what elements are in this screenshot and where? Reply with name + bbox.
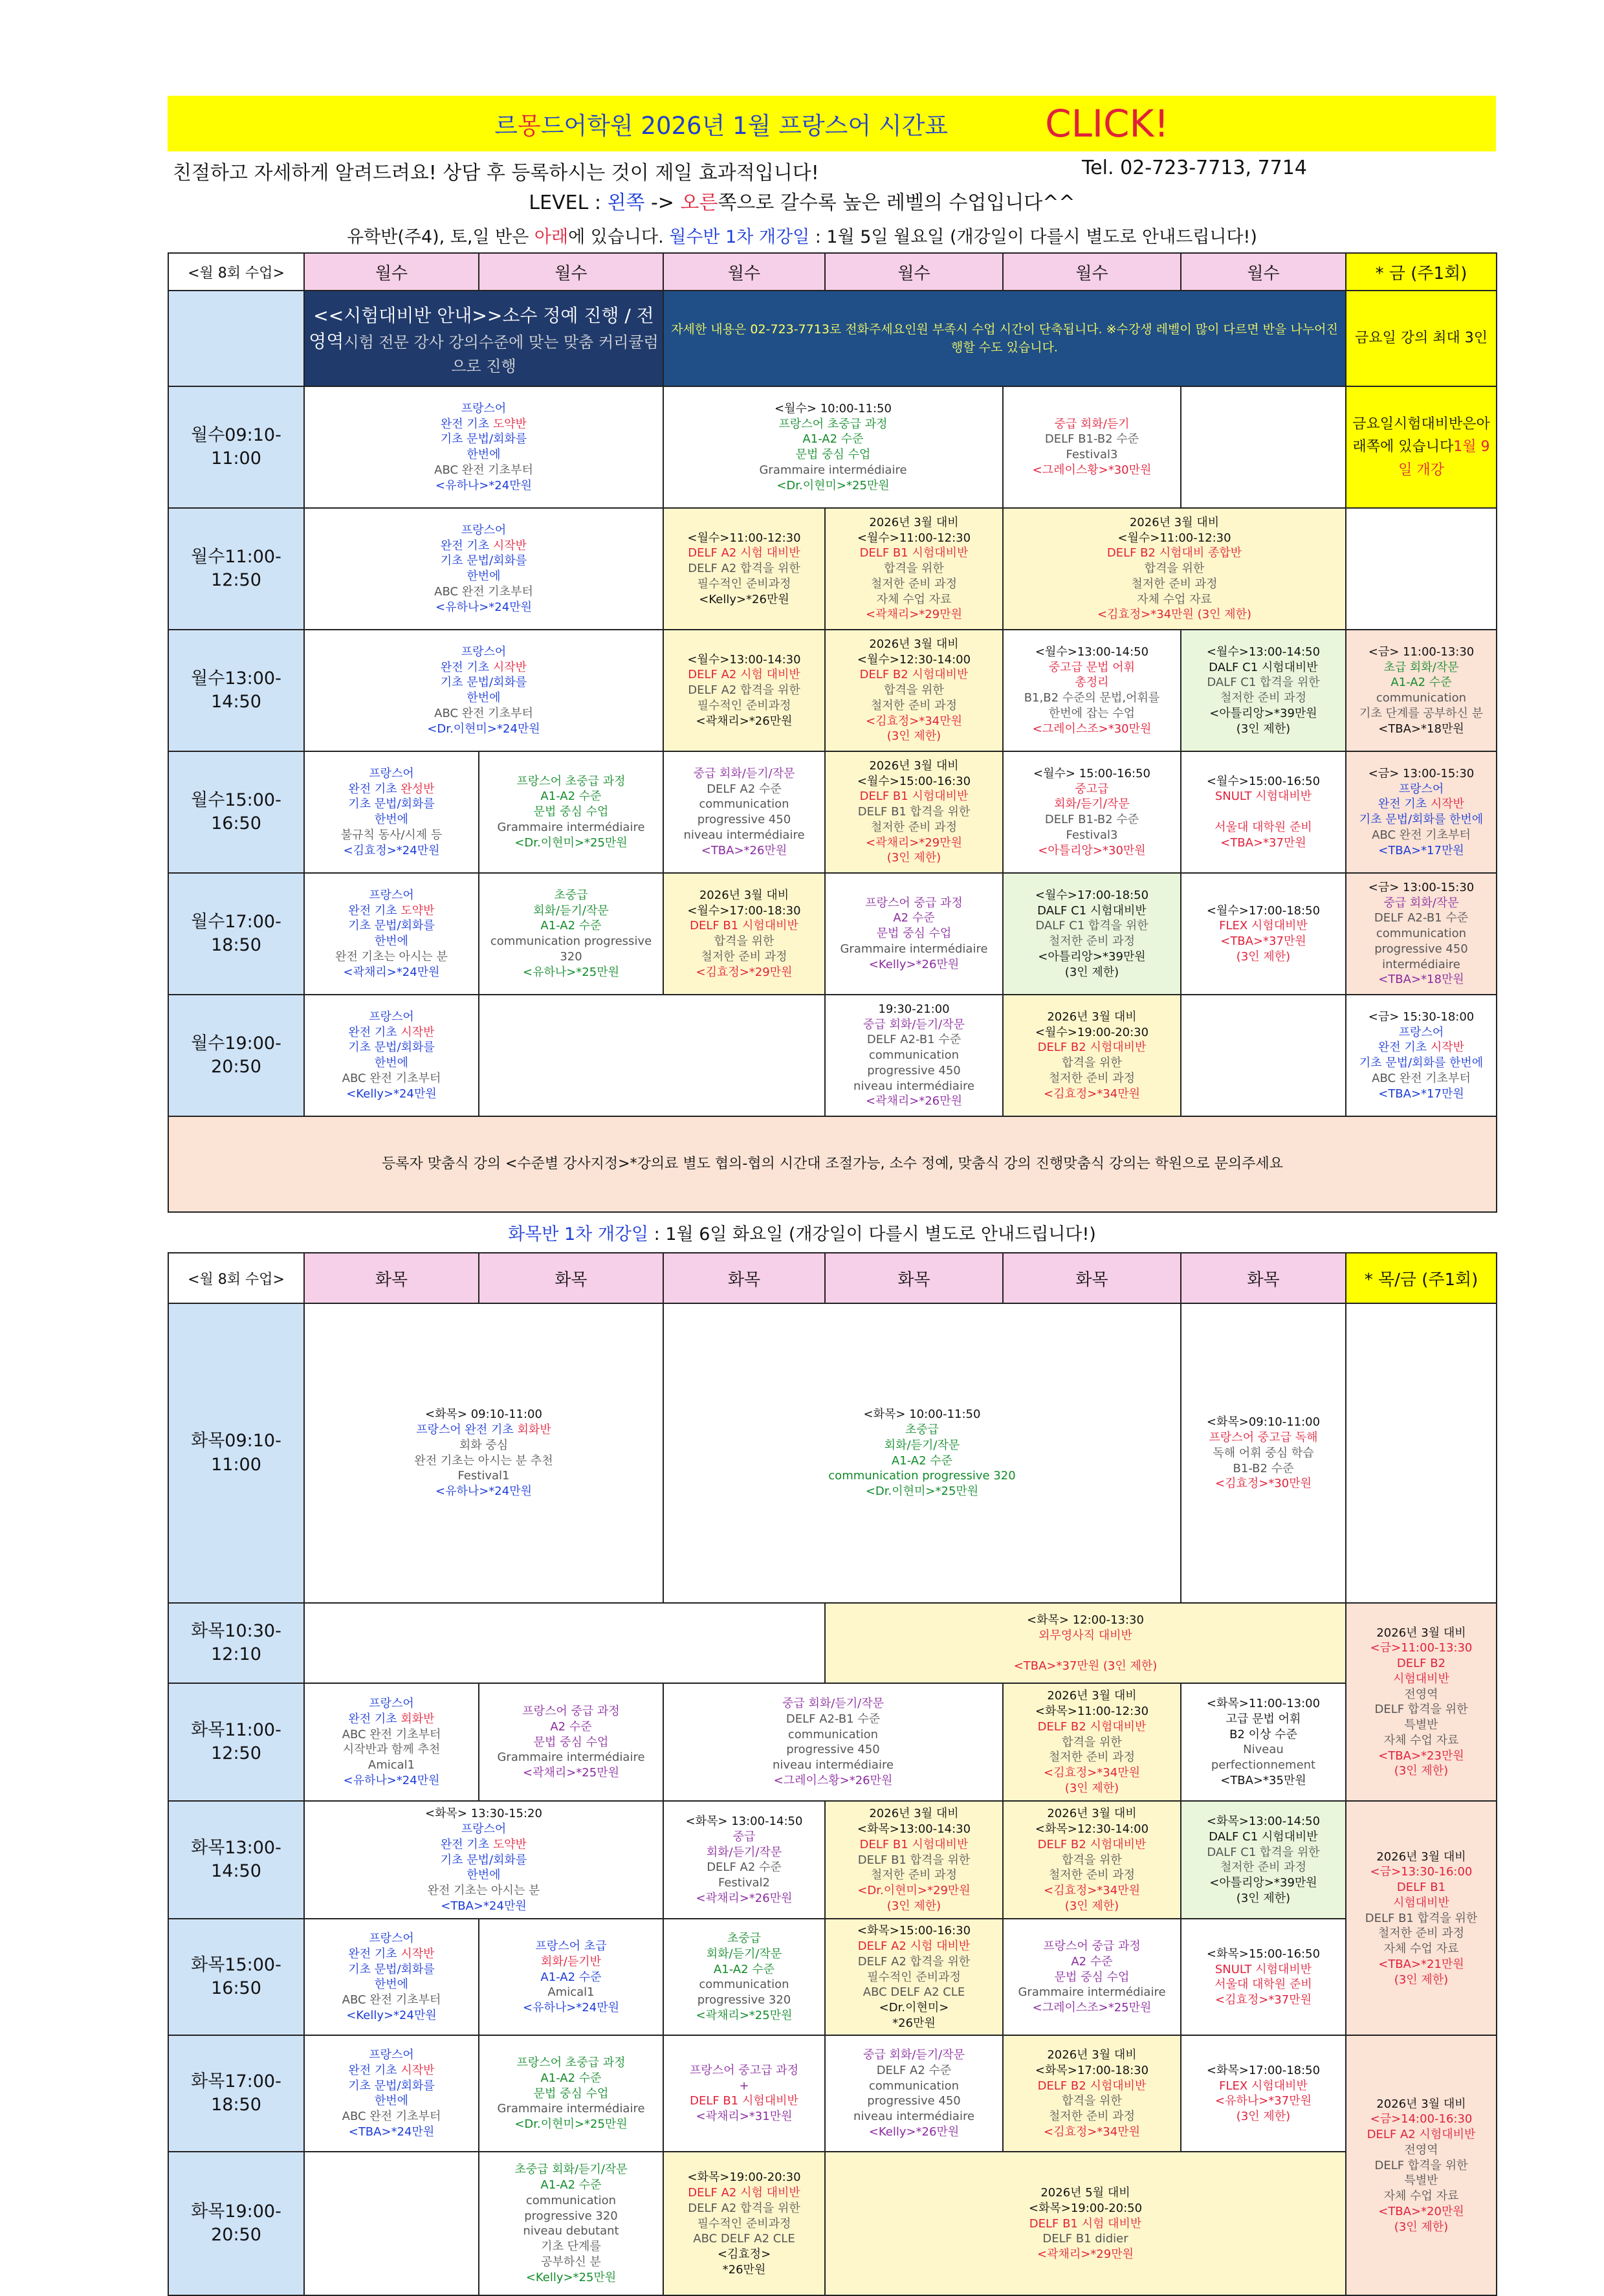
- time-slot: 월수17:00-18:50: [168, 873, 304, 995]
- class-cell[interactable]: <금> 15:30-18:00 프랑스어 완전 기초 시작반 기초 문법/회화를 한번에 ABC 완전 기초부터 <TBA>*17만원: [1346, 995, 1497, 1116]
- class-cell[interactable]: 프랑스어 중급 과정 A2 수준 문법 중심 수업 Grammaire intermédiaire <그레이스조>*25만원: [1003, 1919, 1181, 2035]
- time-slot: 월수19:00-20:50: [168, 995, 304, 1116]
- class-cell[interactable]: 2026년 3월 대비 <금>14:00-16:30 DELF A2 시험대비반 전영역 DELF 합격을 위한 특별반 자체 수업 자료 <TBA>*20만원 (3인 제한): [1346, 2035, 1497, 2295]
- mw-day-head: 월수: [1003, 253, 1181, 291]
- class-cell[interactable]: 프랑스어 완전 기초 시작반 기초 문법/회화를 한번에 ABC 완전 기초부터 <유하나>*24만원: [304, 508, 663, 630]
- tt-day-head: 화목: [1181, 1253, 1346, 1303]
- class-cell[interactable]: 프랑스어 완전 기초 회화반 ABC 완전 기초부터 시작반과 함께 추천 Amical1 <유하나>*24만원: [304, 1683, 479, 1801]
- class-cell[interactable]: 프랑스어 완전 기초 도약반 기초 문법/회화를 한번에 ABC 완전 기초부터 <유하나>*24만원: [304, 386, 663, 508]
- tt-day-head: 화목: [479, 1253, 663, 1303]
- empty-cell: [479, 995, 825, 1116]
- class-cell[interactable]: <월수>17:00-18:50 DALF C1 시험대비반 DALF C1 합격을 위한 철저한 준비 과정 <아틀리앙>*39만원 (3인 제한): [1003, 873, 1181, 995]
- class-cell[interactable]: 2026년 3월 대비 <화목>12:30-14:00 DELF B2 시험대비반 합격을 위한 철저한 준비 과정 <김효정>*34만원 (3인 제한): [1003, 1801, 1181, 1919]
- class-cell[interactable]: 2026년 3월 대비 <월수>19:00-20:30 DELF B2 시험대비반 합격을 위한 철저한 준비 과정 <김효정>*34만원: [1003, 995, 1181, 1116]
- tt-fri-head: * 목/금 (주1회): [1346, 1253, 1497, 1303]
- class-cell[interactable]: <월수>13:00-14:50 DALF C1 시험대비반 DALF C1 합격을 위한 철저한 준비 과정 <아틀리앙>*39만원 (3인 제한): [1181, 630, 1346, 751]
- empty-cell: [1346, 1303, 1497, 1603]
- tt-corner: <월 8회 수업>: [168, 1253, 304, 1303]
- class-cell[interactable]: <화목> 10:00-11:50 초중급 회화/듣기/작문 A1-A2 수준 communication progressive 320 <Dr.이현미>*25만원: [663, 1303, 1181, 1603]
- phone-number: Tel. 02-723-7713, 7714: [1082, 157, 1307, 179]
- class-cell[interactable]: 2026년 3월 대비 <금>11:00-13:30 DELF B2 시험대비반 전영역 DELF 합격을 위한 특별반 자체 수업 자료 <TBA>*23만원 (3인 제한): [1346, 1603, 1497, 1801]
- class-cell[interactable]: 2026년 3월 대비 <월수>11:00-12:30 DELF B1 시험대비반 합격을 위한 철저한 준비 과정 자체 수업 자료 <곽채리>*29만원: [825, 508, 1003, 630]
- class-cell[interactable]: 초중급 회화/듣기/작문 A1-A2 수준 communication progressive 320 niveau debutant 기초 단계를 공부하신 분 <Kelly>*25만원: [479, 2152, 663, 2295]
- class-cell[interactable]: 프랑스어 완전 기초 시작반 기초 문법/회화를 한번에 ABC 완전 기초부터 <Dr.이현미>*24만원: [304, 630, 663, 751]
- class-cell[interactable]: 프랑스어 완전 기초 도약반 기초 문법/회화를 한번에 완전 기초는 아시는 분 <곽채리>*24만원: [304, 873, 479, 995]
- class-cell[interactable]: <화목> 09:10-11:00 프랑스어 완전 기초 회화반 회화 중심 완전 기초는 아시는 분 추천 Festival1 <유하나>*24만원: [304, 1303, 663, 1603]
- class-cell[interactable]: 2026년 3월 대비 <월수>12:30-14:00 DELF B2 시험대비반 합격을 위한 철저한 준비 과정 <김효정>*34만원 (3인 제한): [825, 630, 1003, 751]
- class-cell[interactable]: <월수>13:00-14:50 중고급 문법 어휘 총정리 B1,B2 수준의 문법,어휘를 한번에 잡는 수업 <그레이스조>*30만원: [1003, 630, 1181, 751]
- class-cell[interactable]: 프랑스어 중급 과정 A2 수준 문법 중심 수업 Grammaire intermédiaire <곽채리>*25만원: [479, 1683, 663, 1801]
- class-cell[interactable]: 초중급 회화/듣기/작문 A1-A2 수준 communication progressive 320 <유하나>*25만원: [479, 873, 663, 995]
- class-cell[interactable]: 중급 회화/듣기/작문 DELF A2 수준 communication progressive 450 niveau intermédiaire <TBA>*26만원: [663, 751, 825, 873]
- level-guide: LEVEL : 왼쪽 -> 오른쪽으로 갈수록 높은 레벨의 수업입니다^^: [529, 192, 1075, 214]
- empty-cell: [304, 2152, 479, 2295]
- class-cell[interactable]: <화목>13:00-14:50 DALF C1 시험대비반 DALF C1 합격을 위한 철저한 준비 과정 <아틀리앙>*39만원 (3인 제한): [1181, 1801, 1346, 1919]
- class-cell[interactable]: <화목>09:10-11:00 프랑스어 중고급 독해 독해 어휘 중심 학습 B1-B2 수준 <김효정>*30만원: [1181, 1303, 1346, 1603]
- class-cell[interactable]: 중급 회화/듣기/작문 DELF A2 수준 communication progressive 450 niveau intermédiaire <Kelly>*26만원: [825, 2035, 1003, 2152]
- class-cell[interactable]: <화목>19:00-20:30 DELF A2 시험 대비반 DELF A2 합격을 위한 필수적인 준비과정 ABC DELF A2 CLE <김효정> *26만원: [663, 2152, 825, 2295]
- title-banner[interactable]: [168, 96, 1496, 151]
- class-cell[interactable]: <화목>15:00-16:50 SNULT 시험대비반 서울대 대학원 준비 <김효정>*37만원: [1181, 1919, 1346, 2035]
- custom-lesson-info: 등록자 맞춤식 강의 <수준별 강사지정>*강의료 별도 협의-협의 시간대 조절가능, 소수 정예, 맞춤식 강의 진행맞춤식 강의는 학원으로 문의주세요: [168, 1116, 1497, 1212]
- class-cell[interactable]: <월수>13:00-14:30 DELF A2 시험 대비반 DELF A2 합격을 위한 필수적인 준비과정 <곽채리>*26만원: [663, 630, 825, 751]
- class-cell[interactable]: <금> 11:00-13:30 초급 회화/작문 A1-A2 수준 communication 기초 단계를 공부하신 분 <TBA>*18만원: [1346, 630, 1497, 751]
- time-slot: 월수13:00-14:50: [168, 630, 304, 751]
- class-cell[interactable]: 2026년 3월 대비 <화목>13:00-14:30 DELF B1 시험대비반 DELF B1 합격을 위한 철저한 준비 과정 <Dr.이현미>*29만원 (3인 제한): [825, 1801, 1003, 1919]
- class-cell[interactable]: 19:30-21:00 중급 회화/듣기/작문 DELF A2-B1 수준 communication progressive 450 niveau intermédiaire <곽채리>*26만원: [825, 995, 1003, 1116]
- class-cell[interactable]: 2026년 3월 대비 <화목>11:00-12:30 DELF B2 시험대비반 합격을 위한 철저한 준비 과정 <김효정>*34만원 (3인 제한): [1003, 1683, 1181, 1801]
- mw-day-head: 월수: [304, 253, 479, 291]
- tt-schedule-table: [168, 1252, 1497, 2296]
- time-slot: 화목09:10-11:00: [168, 1303, 304, 1603]
- class-cell[interactable]: 초중급 회화/듣기/작문 A1-A2 수준 communication progressive 320 <곽채리>*25만원: [663, 1919, 825, 2035]
- contact-info-box: 자세한 내용은 02-723-7713로 전화주세요인원 부족시 수업 시간이 단축됩니다. ※수강생 레벨이 많이 다르면 반을 나누어진행할 수도 있습니다.: [663, 291, 1346, 386]
- time-slot: 화목15:00-16:50: [168, 1919, 304, 2035]
- tt-day-head: 화목: [663, 1253, 825, 1303]
- time-slot: 화목19:00-20:50: [168, 2152, 304, 2295]
- empty-cell: [304, 1603, 825, 1683]
- time-slot: 월수15:00-16:50: [168, 751, 304, 873]
- class-cell[interactable]: <월수>17:00-18:50 FLEX 시험대비반 <TBA>*37만원 (3인 제한): [1181, 873, 1346, 995]
- class-cell[interactable]: 2026년 3월 대비 <월수>15:00-16:30 DELF B1 시험대비반 DELF B1 합격을 위한 철저한 준비 과정 <곽채리>*29만원 (3인 제한): [825, 751, 1003, 873]
- tt-day-head: 화목: [304, 1253, 479, 1303]
- class-cell[interactable]: 2026년 3월 대비 <금>13:30-16:00 DELF B1 시험대비반 DELF B1 합격을 위한 철저한 준비 과정 자체 수업 자료 <TBA>*21만원 (3인 제한): [1346, 1801, 1497, 2035]
- class-cell[interactable]: 프랑스어 완전 기초 시작반 기초 문법/회화를 한번에 ABC 완전 기초부터 <Kelly>*24만원: [304, 1919, 479, 2035]
- class-cell[interactable]: 프랑스어 초급 회화/듣기반 A1-A2 수준 Amical1 <유하나>*24만원: [479, 1919, 663, 2035]
- class-cell[interactable]: 중급 회화/듣기 DELF B1-B2 수준 Festival3 <그레이스황>*30만원: [1003, 386, 1181, 508]
- fri-exam-cell[interactable]: 금요일시험대비반은아래쪽에 있습니다1월 9일 개강: [1346, 386, 1497, 508]
- class-cell[interactable]: <화목> 12:00-13:30 외무영사직 대비반 <TBA>*37만원 (3인 제한): [825, 1603, 1346, 1683]
- class-cell[interactable]: 프랑스어 완전 기초 완성반 기초 문법/회화를 한번에 불규칙 동사/시제 등 <김효정>*24만원: [304, 751, 479, 873]
- mw-day-head: 월수: [663, 253, 825, 291]
- mw-day-head: 월수: [825, 253, 1003, 291]
- empty-cell: [1346, 508, 1497, 630]
- mw-start-notice: 유학반(주4), 토,일 반은 아래에 있습니다. 월수반 1차 개강일 : 1월 5일 월요일 (개강일이 다를시 별도로 안내드립니다!): [347, 227, 1257, 247]
- class-cell[interactable]: <화목> 13:30-15:20 프랑스어 완전 기초 도약반 기초 문법/회화를 한번에 완전 기초는 아시는 분 <TBA>*24만원: [304, 1801, 663, 1919]
- class-cell[interactable]: 2026년 5월 대비 <화목>19:00-20:50 DELF B1 시험 대비반 DELF B1 didier <곽채리>*29만원: [825, 2152, 1346, 2295]
- class-cell[interactable]: <화목>15:00-16:30 DELF A2 시험 대비반 DELF A2 합격을 위한 필수적인 준비과정 ABC DELF A2 CLE <Dr.이현미> *26만원: [825, 1919, 1003, 2035]
- class-cell[interactable]: <월수>15:00-16:50 SNULT 시험대비반 서울대 대학원 준비 <TBA>*37만원: [1181, 751, 1346, 873]
- time-slot: 월수09:10-11:00: [168, 386, 304, 508]
- class-cell[interactable]: <화목> 13:00-14:50 중급 회화/듣기/작문 DELF A2 수준 Festival2 <곽채리>*26만원: [663, 1801, 825, 1919]
- empty-cell: [1181, 995, 1346, 1116]
- time-slot: 월수11:00-12:50: [168, 508, 304, 630]
- mw-fri-head: * 금 (주1회): [1346, 253, 1497, 291]
- mw-corner: <월 8회 수업>: [168, 253, 304, 291]
- class-cell[interactable]: <금> 13:00-15:30 프랑스어 완전 기초 시작반 기초 문법/회화를 한번에 ABC 완전 기초부터 <TBA>*17만원: [1346, 751, 1497, 873]
- class-cell[interactable]: <월수>11:00-12:30 DELF A2 시험 대비반 DELF A2 합격을 위한 필수적인 준비과정 <Kelly>*26만원: [663, 508, 825, 630]
- class-cell[interactable]: <월수> 15:00-16:50 중고급 회화/듣기/작문 DELF B1-B2 수준 Festival3 <아틀리앙>*30만원: [1003, 751, 1181, 873]
- class-cell[interactable]: <화목>11:00-13:00 고급 문법 어휘 B2 이상 수준 Niveau perfectionnement <TBA>*35만원: [1181, 1683, 1346, 1801]
- class-cell[interactable]: 프랑스어 완전 기초 시작반 기초 문법/회화를 한번에 ABC 완전 기초부터 <TBA>*24만원: [304, 2035, 479, 2152]
- class-cell[interactable]: 프랑스어 초중급 과정 A1-A2 수준 문법 중심 수업 Grammaire intermédiaire <Dr.이현미>*25만원: [479, 2035, 663, 2152]
- intro-text: 친절하고 자세하게 알려드려요! 상담 후 등록하시는 것이 제일 효과적입니다!: [173, 162, 819, 184]
- exam-info-box: <<시험대비반 안내>>소수 정예 진행 / 전영역시험 전문 강사 강의수준에 맞는 맞춤 커리큘럼으로 진행: [304, 291, 663, 386]
- mw-day-head: 월수: [479, 253, 663, 291]
- class-cell[interactable]: 프랑스어 초중급 과정 A1-A2 수준 문법 중심 수업 Grammaire intermédiaire <Dr.이현미>*25만원: [479, 751, 663, 873]
- class-cell[interactable]: 프랑스어 중급 과정 A2 수준 문법 중심 수업 Grammaire intermédiaire <Kelly>*26만원: [825, 873, 1003, 995]
- class-cell[interactable]: <화목>17:00-18:50 FLEX 시험대비반 <유하나>*37만원 (3인 제한): [1181, 2035, 1346, 2152]
- time-blank: [168, 291, 304, 386]
- class-cell[interactable]: 중급 회화/듣기/작문 DELF A2-B1 수준 communication progressive 450 niveau intermédiaire <그레이스황>*26만원: [663, 1683, 1003, 1801]
- time-slot: 화목11:00-12:50: [168, 1683, 304, 1801]
- fri-info: 금요일 강의 최대 3인: [1346, 291, 1497, 386]
- page-title: 르몽드어학원 2026년 1월 프랑스어 시간표: [494, 112, 949, 140]
- class-cell[interactable]: <월수> 10:00-11:50 프랑스어 초중급 과정 A1-A2 수준 문법 중심 수업 Grammaire intermédiaire <Dr.이현미>*25만원: [663, 386, 1003, 508]
- class-cell[interactable]: 프랑스어 중고급 과정 + DELF B1 시험대비반 <곽채리>*31만원: [663, 2035, 825, 2152]
- tt-day-head: 화목: [1003, 1253, 1181, 1303]
- tt-day-head: 화목: [825, 1253, 1003, 1303]
- mw-schedule-table: [168, 252, 1497, 1213]
- class-cell[interactable]: 2026년 3월 대비 <월수>11:00-12:30 DELF B2 시험대비 종합반 합격을 위한 철저한 준비 과정 자체 수업 자료 <김효정>*34만원 (3인 제한): [1003, 508, 1346, 630]
- time-slot: 화목13:00-14:50: [168, 1801, 304, 1919]
- class-cell[interactable]: 2026년 3월 대비 <월수>17:00-18:30 DELF B1 시험대비반 합격을 위한 철저한 준비 과정 <김효정>*29만원: [663, 873, 825, 995]
- time-slot: 화목17:00-18:50: [168, 2035, 304, 2152]
- tt-start-notice: 화목반 1차 개강일 : 1월 6일 화요일 (개강일이 다를시 별도로 안내드립니다!): [508, 1224, 1096, 1244]
- mw-day-head: 월수: [1181, 253, 1346, 291]
- class-cell[interactable]: <금> 13:00-15:30 중급 회화/작문 DELF A2-B1 수준 communication progressive 450 intermédiaire <TBA>*18만원: [1346, 873, 1497, 995]
- click-link[interactable]: CLICK!: [1045, 102, 1169, 146]
- class-cell[interactable]: 2026년 3월 대비 <화목>17:00-18:30 DELF B2 시험대비반 합격을 위한 철저한 준비 과정 <김효정>*34만원: [1003, 2035, 1181, 2152]
- time-slot: 화목10:30-12:10: [168, 1603, 304, 1683]
- empty-cell: [1181, 386, 1346, 508]
- class-cell[interactable]: 프랑스어 완전 기초 시작반 기초 문법/회화를 한번에 ABC 완전 기초부터 <Kelly>*24만원: [304, 995, 479, 1116]
